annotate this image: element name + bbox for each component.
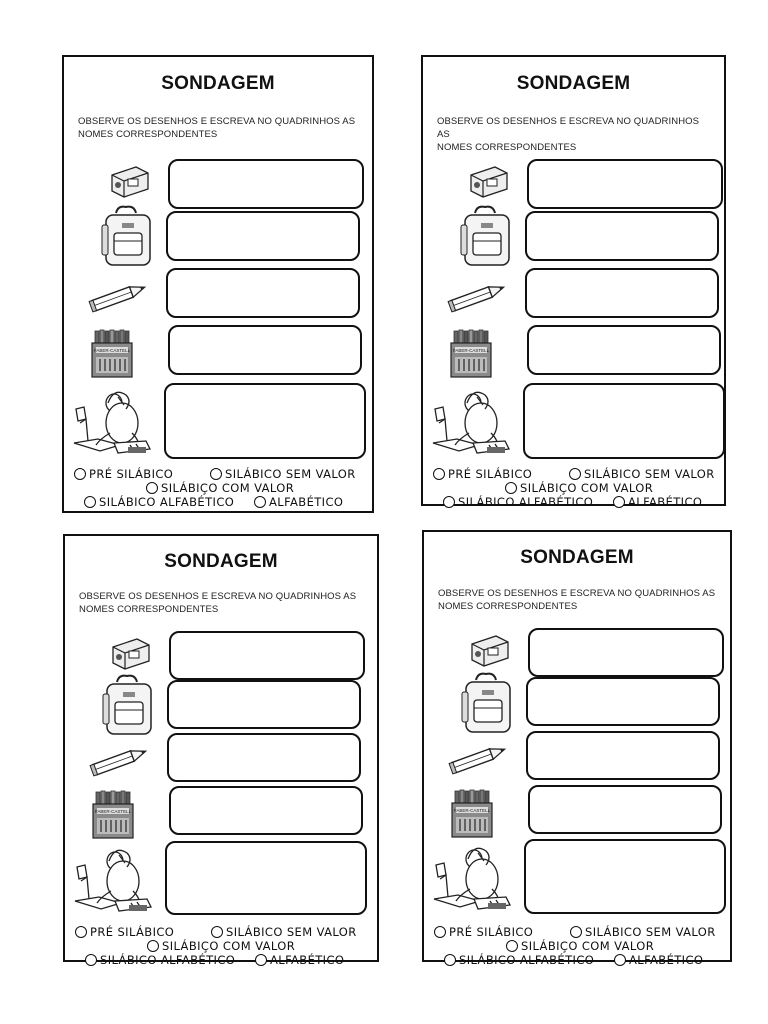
radio-circle-icon[interactable] — [443, 496, 455, 508]
instruction-text: OBSERVE OS DESENHOS E ESCREVA NO QUADRINHOS AS NOMES CORRESPONDENTES — [79, 591, 357, 616]
radio-circle-icon[interactable] — [433, 468, 445, 480]
radio-circle-icon[interactable] — [444, 954, 456, 966]
pencil-icon — [445, 279, 511, 313]
option-silabico-alfabetico[interactable]: SILÁBICO ALFABÉTICO — [443, 495, 593, 509]
sharpener-icon — [466, 630, 512, 668]
crayon-box-icon — [448, 789, 498, 839]
answer-box-child[interactable] — [165, 841, 367, 915]
worksheet-title: SONDAGEM — [520, 547, 634, 569]
answer-box-crayons[interactable] — [169, 786, 363, 835]
option-silabico-sem-valor[interactable]: SILÁBICO SEM VALOR — [210, 467, 356, 481]
answer-box-pencil[interactable] — [167, 733, 361, 782]
answer-box-crayons[interactable] — [168, 325, 362, 375]
option-pre-silabico[interactable]: PRÉ SILÁBICO — [74, 467, 173, 481]
radio-circle-icon[interactable] — [614, 954, 626, 966]
radio-circle-icon[interactable] — [570, 926, 582, 938]
answer-box-pencil[interactable] — [526, 731, 720, 780]
backpack-icon — [459, 203, 515, 269]
answer-box-child[interactable] — [523, 383, 725, 459]
pencil-icon — [86, 279, 152, 313]
backpack-icon — [460, 670, 516, 736]
worksheet-card-3 — [63, 534, 379, 968]
option-silabico-sem-valor[interactable]: SILÁBICO SEM VALOR — [570, 925, 716, 939]
answer-box-crayons[interactable] — [527, 325, 721, 375]
backpack-icon — [101, 672, 157, 738]
radio-circle-icon[interactable] — [84, 496, 96, 508]
option-silabico-alfabetico[interactable]: SILÁBICO ALFABÉTICO — [444, 953, 594, 967]
answer-box-pencil[interactable] — [525, 268, 719, 318]
answer-box-backpack[interactable] — [166, 211, 360, 261]
radio-circle-icon[interactable] — [255, 954, 267, 966]
answer-box-backpack[interactable] — [526, 677, 720, 726]
radio-circle-icon[interactable] — [85, 954, 97, 966]
option-pre-silabico[interactable]: PRÉ SILÁBICO — [75, 925, 174, 939]
option-silabico-alfabetico[interactable]: SILÁBICO ALFABÉTICO — [85, 953, 235, 967]
answer-box-sharpener[interactable] — [169, 631, 365, 680]
option-silabico-com-valor[interactable]: SILÁBIÇO COM VALOR — [147, 939, 295, 953]
worksheet-title: SONDAGEM — [161, 73, 275, 94]
worksheet-card-1 — [62, 55, 374, 513]
radio-circle-icon[interactable] — [254, 496, 266, 508]
instruction-text: OBSERVE OS DESENHOS E ESCREVA NO QUADRINHOS AS NOMES CORRESPONDENTES — [437, 116, 700, 153]
crayon-box-icon — [447, 329, 497, 379]
radio-circle-icon[interactable] — [74, 468, 86, 480]
answer-box-backpack[interactable] — [167, 680, 361, 729]
crayon-box-icon — [89, 790, 139, 840]
child-writing-icon — [70, 383, 158, 463]
child-writing-icon — [71, 841, 159, 921]
radio-circle-icon[interactable] — [569, 468, 581, 480]
worksheet-card-2 — [421, 55, 726, 509]
radio-circle-icon[interactable] — [147, 940, 159, 952]
worksheet-title: SONDAGEM — [516, 73, 631, 94]
option-alfabetico[interactable]: ALFABÉTICO — [614, 953, 703, 967]
answer-box-sharpener[interactable] — [527, 159, 723, 209]
option-alfabetico[interactable]: ALFABÉTICO — [254, 495, 343, 509]
answer-box-child[interactable] — [524, 839, 726, 914]
crayon-box-brand: FABER-CASTELL — [94, 809, 132, 815]
radio-circle-icon[interactable] — [506, 940, 518, 952]
option-silabico-com-valor[interactable]: SILÁBIÇO COM VALOR — [505, 481, 653, 495]
answer-box-child[interactable] — [164, 383, 366, 459]
sharpener-icon — [107, 633, 153, 671]
option-silabico-com-valor[interactable]: SILÁBIÇO COM VALOR — [146, 481, 294, 495]
pencil-icon — [446, 741, 512, 775]
option-silabico-com-valor[interactable]: SILÁBIÇO COM VALOR — [506, 939, 654, 953]
pencil-icon — [87, 743, 153, 777]
radio-circle-icon[interactable] — [146, 482, 158, 494]
child-writing-icon — [429, 383, 517, 463]
option-pre-silabico[interactable]: PRÉ SILÁBICO — [433, 467, 532, 481]
answer-box-crayons[interactable] — [528, 785, 722, 834]
radio-circle-icon[interactable] — [75, 926, 87, 938]
worksheet-card-4 — [422, 530, 732, 967]
option-pre-silabico[interactable]: PRÉ SILÁBICO — [434, 925, 533, 939]
crayon-box-brand: FABER-CASTELL — [93, 348, 131, 353]
instruction-text: OBSERVE OS DESENHOS E ESCREVA NO QUADRINHOS AS NOMES CORRESPONDENTES — [438, 587, 716, 612]
answer-box-pencil[interactable] — [166, 268, 360, 318]
radio-circle-icon[interactable] — [505, 482, 517, 494]
crayon-box-brand: FABER-CASTELL — [453, 807, 491, 813]
sharpener-icon — [106, 161, 152, 199]
radio-circle-icon[interactable] — [211, 926, 223, 938]
sharpener-icon — [465, 161, 511, 199]
option-silabico-sem-valor[interactable]: SILÁBICO SEM VALOR — [211, 925, 357, 939]
option-silabico-sem-valor[interactable]: SILÁBICO SEM VALOR — [569, 467, 715, 481]
option-alfabetico[interactable]: ALFABÉTICO — [613, 495, 702, 509]
crayon-box-brand: FABER-CASTELL — [452, 348, 490, 353]
answer-box-sharpener[interactable] — [168, 159, 364, 209]
radio-circle-icon[interactable] — [613, 496, 625, 508]
instruction-text: OBSERVE OS DESENHOS E ESCREVA NO QUADRINHOS AS NOMES CORRESPONDENTES — [78, 116, 356, 140]
answer-box-sharpener[interactable] — [528, 628, 724, 677]
radio-circle-icon[interactable] — [434, 926, 446, 938]
radio-circle-icon[interactable] — [210, 468, 222, 480]
crayon-box-icon — [88, 329, 138, 379]
worksheet-title: SONDAGEM — [164, 550, 278, 572]
option-alfabetico[interactable]: ALFABÉTICO — [255, 953, 344, 967]
answer-box-backpack[interactable] — [525, 211, 719, 261]
child-writing-icon — [430, 839, 518, 919]
backpack-icon — [100, 203, 156, 269]
option-silabico-alfabetico[interactable]: SILÁBICO ALFABÉTICO — [84, 495, 234, 509]
